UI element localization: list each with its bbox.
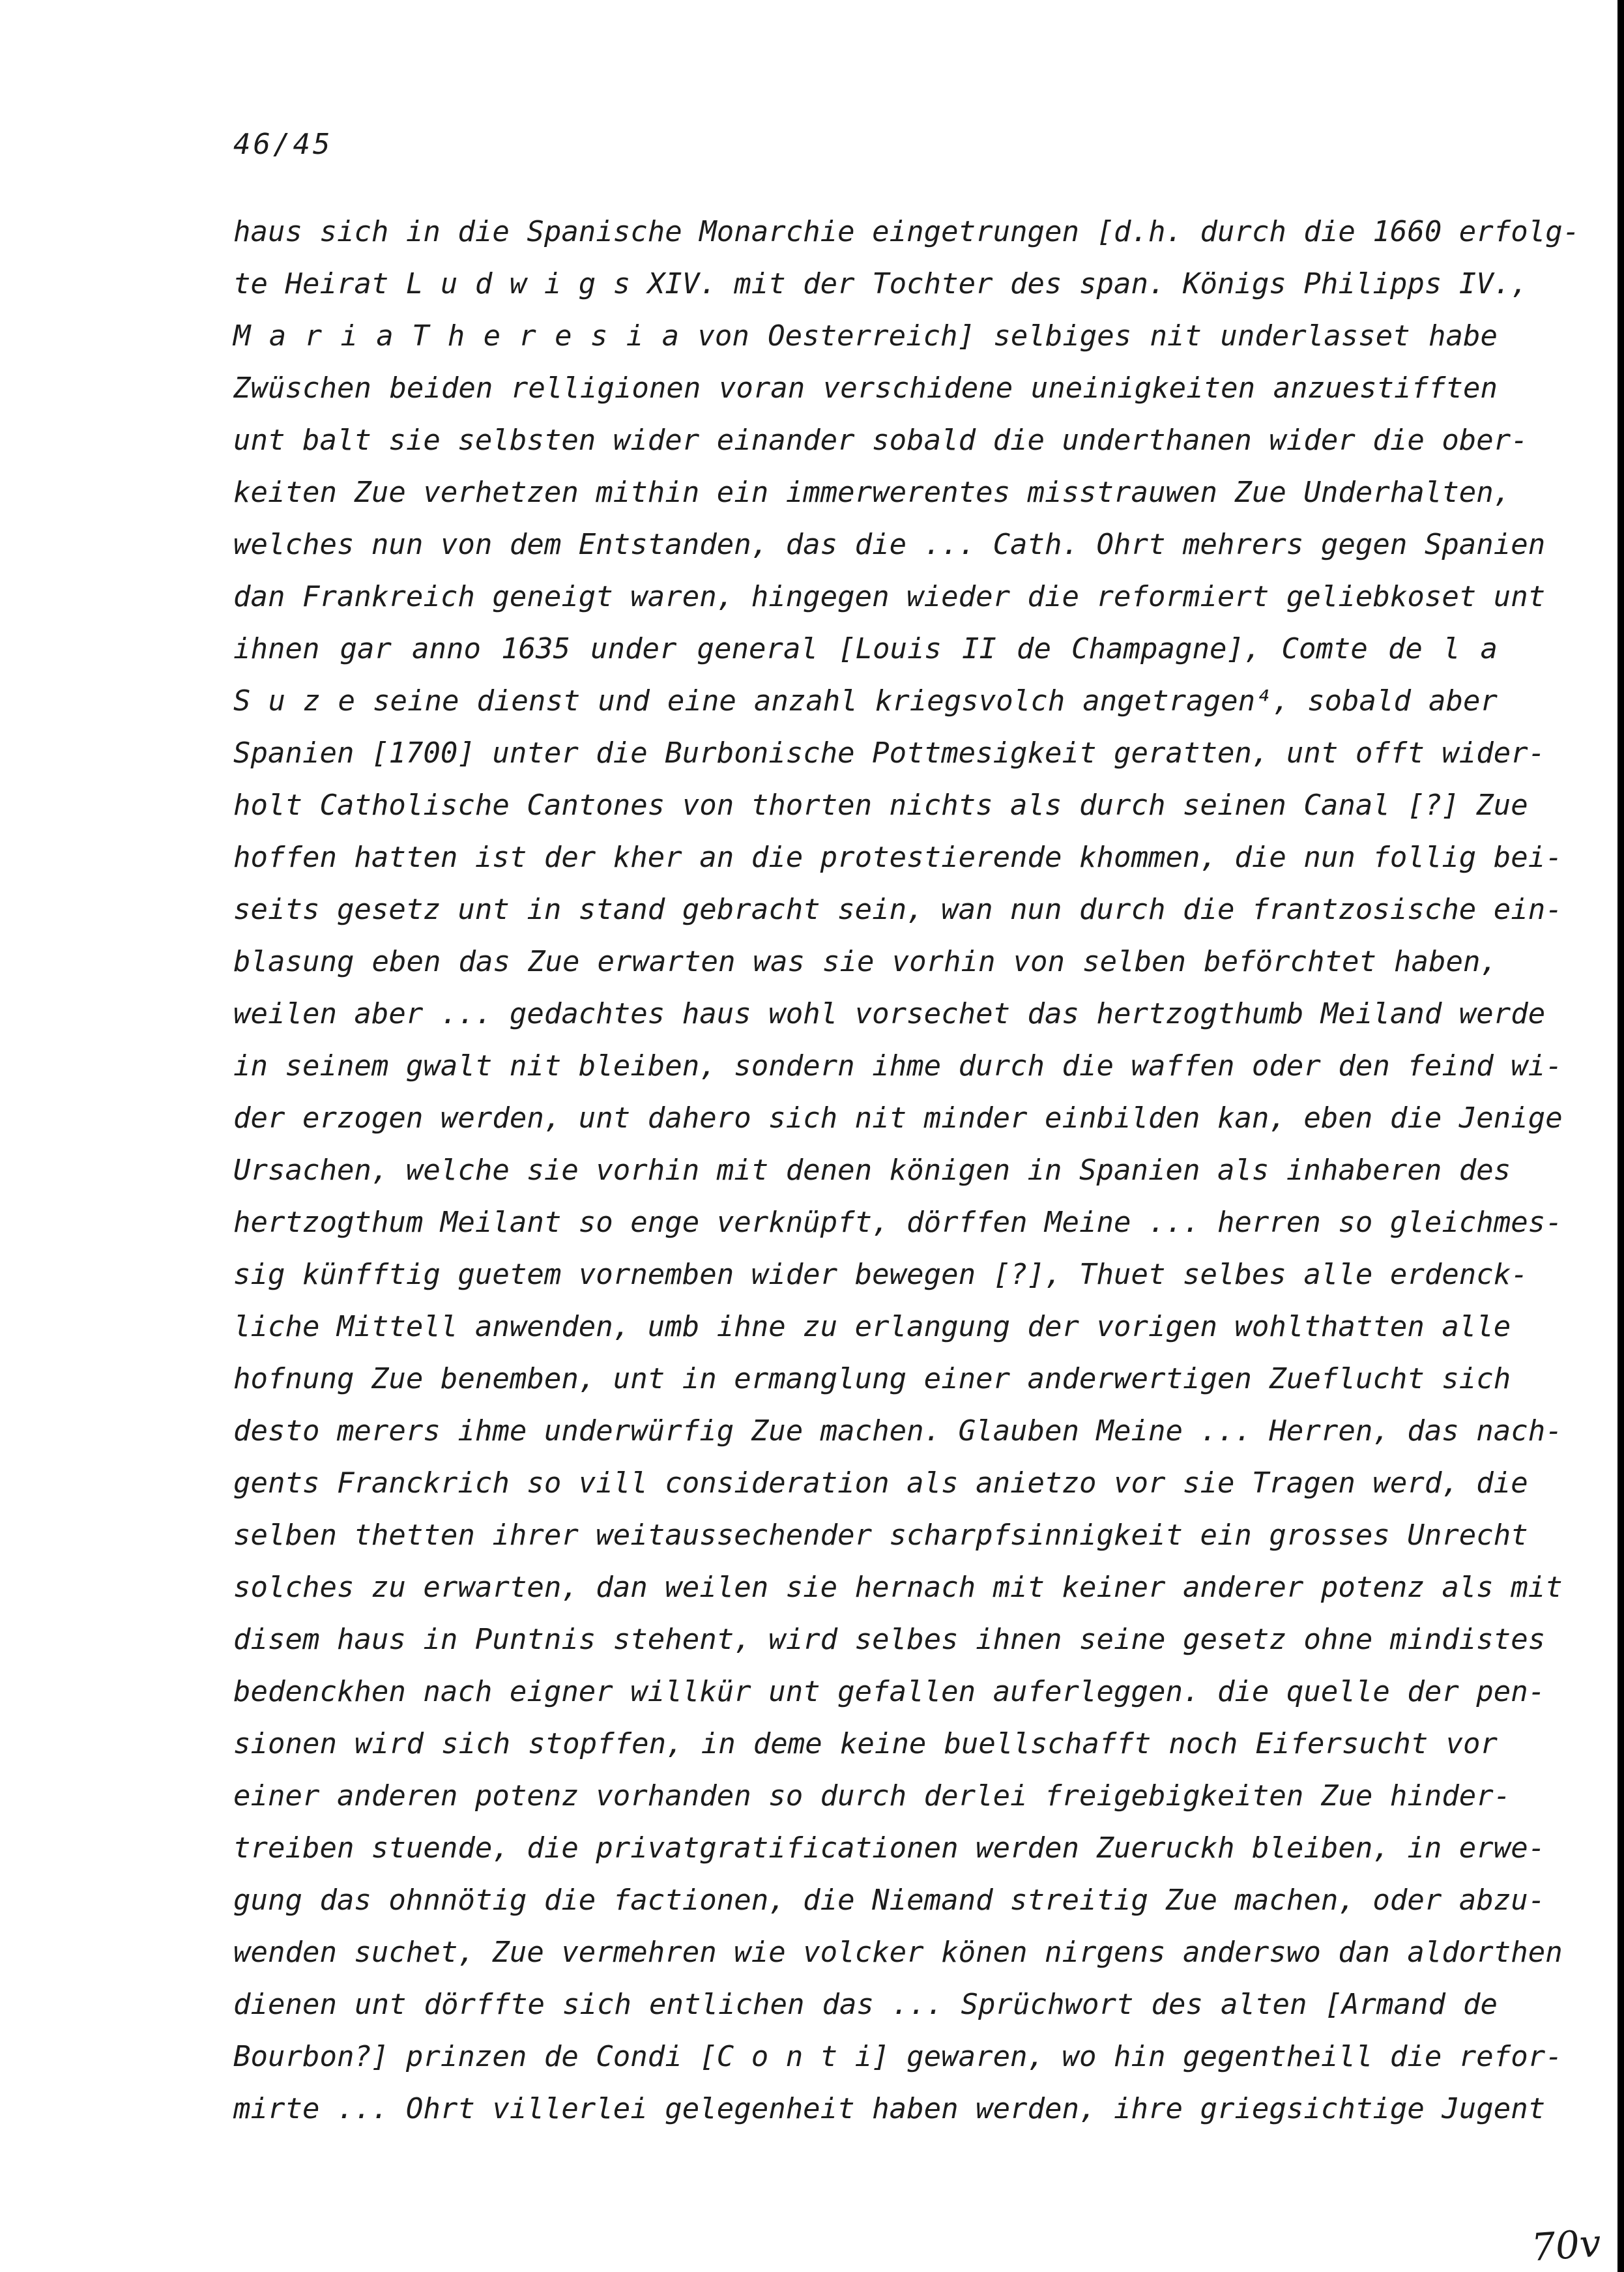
text-line: einer anderen potenz vorhanden so durch derlei freigebigkeiten Zue hinder- xyxy=(233,1779,1511,1813)
text-line: Bourbon?] prinzen de Condi [C o n t i] gewaren, wo hin gegentheill die refor- xyxy=(233,2040,1563,2073)
text-line: gents Franckrich so vill consideration als anietzo vor sie Tragen werd, die xyxy=(233,1466,1528,1500)
text-line: M a r i a T h e r e s i a von Oesterreich] selbiges nit underlasset habe xyxy=(233,319,1498,353)
text-line: bedenckhen nach eigner willkür unt gefallen auferleggen. die quelle der pen- xyxy=(233,1675,1546,1708)
text-line: solches zu erwarten, dan weilen sie hernach mit keiner anderer potenz als mit xyxy=(233,1571,1563,1604)
text-line: hertzogthum Meilant so enge verknüpft, dörffen Meine ... herren so gleichmes- xyxy=(233,1206,1563,1239)
text-line: disem haus in Puntnis stehent, wird selbes ihnen seine gesetz ohne mindistes xyxy=(233,1623,1546,1656)
text-line: desto merers ihme underwürfig Zue machen. Glauben Meine ... Herren, das nach- xyxy=(233,1414,1563,1448)
text-line: Zwüschen beiden relligionen voran verschidene uneinigkeiten anzuestifften xyxy=(233,371,1498,405)
text-line: liche Mittell anwenden, umb ihne zu erlangung der vorigen wohlthatten alle xyxy=(233,1310,1511,1343)
text-line: blasung eben das Zue erwarten was sie vorhin von selben beförchtet haben, xyxy=(233,945,1498,978)
text-line: wenden suchet, Zue vermehren wie volcker könen nirgens anderswo dan aldorthen xyxy=(233,1936,1563,1969)
text-line: unt balt sie selbsten wider einander sobald die underthanen wider die ober- xyxy=(233,424,1528,457)
scan-edge xyxy=(1617,0,1624,2272)
folio-mark: 70v xyxy=(1530,2221,1602,2270)
text-line: dienen unt dörffte sich entlichen das ... Sprüchwort des alten [Armand de xyxy=(233,1988,1498,2021)
text-line: haus sich in die Spanische Monarchie eingetrungen [d.h. durch die 1660 erfolg- xyxy=(233,215,1580,248)
text-line: in seinem gwalt nit bleiben, sondern ihme durch die waffen oder den feind wi- xyxy=(233,1049,1563,1083)
text-line: hofnung Zue benemben, unt in ermanglung einer anderwertigen Zueflucht sich xyxy=(233,1362,1511,1395)
text-line: sig künfftig guetem vornemben wider bewegen [?], Thuet selbes alle erdenck- xyxy=(233,1258,1528,1291)
text-line: Ursachen, welche sie vorhin mit denen königen in Spanien als inhaberen des xyxy=(233,1154,1511,1187)
text-line: selben thetten ihrer weitaussechender scharpfsinnigkeit ein grosses Unrecht xyxy=(233,1519,1528,1552)
page-number: 46/45 xyxy=(233,128,333,161)
text-line: gung das ohnnötig die factionen, die Niemand streitig Zue machen, oder abzu- xyxy=(233,1884,1546,1917)
text-line: hoffen hatten ist der kher an die protestierende khommen, die nun follig bei- xyxy=(233,841,1563,874)
text-line: te Heirat L u d w i g s XIV. mit der Tochter des span. Königs Philipps IV., xyxy=(233,267,1528,300)
text-line: mirte ... Ohrt villerlei gelegenheit haben werden, ihre griegsichtige Jugent xyxy=(233,2092,1546,2125)
text-line: S u z e seine dienst und eine anzahl kriegsvolch angetragen⁴, sobald aber xyxy=(233,684,1498,718)
text-line: sionen wird sich stopffen, in deme keine buellschafft noch Eifersucht vor xyxy=(233,1727,1498,1760)
text-line: ihnen gar anno 1635 under general [Louis II de Champagne], Comte de l a xyxy=(233,632,1498,665)
text-line: treiben stuende, die privatgratificationen werden Zueruckh bleiben, in erwe- xyxy=(233,1831,1546,1865)
text-line: seits gesetz unt in stand gebracht sein, wan nun durch die frantzosische ein- xyxy=(233,893,1563,926)
text-line: weilen aber ... gedachtes haus wohl vorsechet das hertzogthumb Meiland werde xyxy=(233,997,1546,1030)
text-line: der erzogen werden, unt dahero sich nit minder einbilden kan, eben die Jenige xyxy=(233,1101,1563,1135)
text-line: holt Catholische Cantones von thorten nichts als durch seinen Canal [?] Zue xyxy=(233,789,1528,822)
text-line: Spanien [1700] unter die Burbonische Pottmesigkeit geratten, unt offt wider- xyxy=(233,736,1546,770)
body-text xyxy=(233,206,1580,2135)
text-line: welches nun von dem Entstanden, das die ... Cath. Ohrt mehrers gegen Spanien xyxy=(233,528,1546,561)
text-line: dan Frankreich geneigt waren, hingegen wieder die reformiert geliebkoset unt xyxy=(233,580,1546,613)
text-line: keiten Zue verhetzen mithin ein immerwerentes misstrauwen Zue Underhalten, xyxy=(233,476,1511,509)
